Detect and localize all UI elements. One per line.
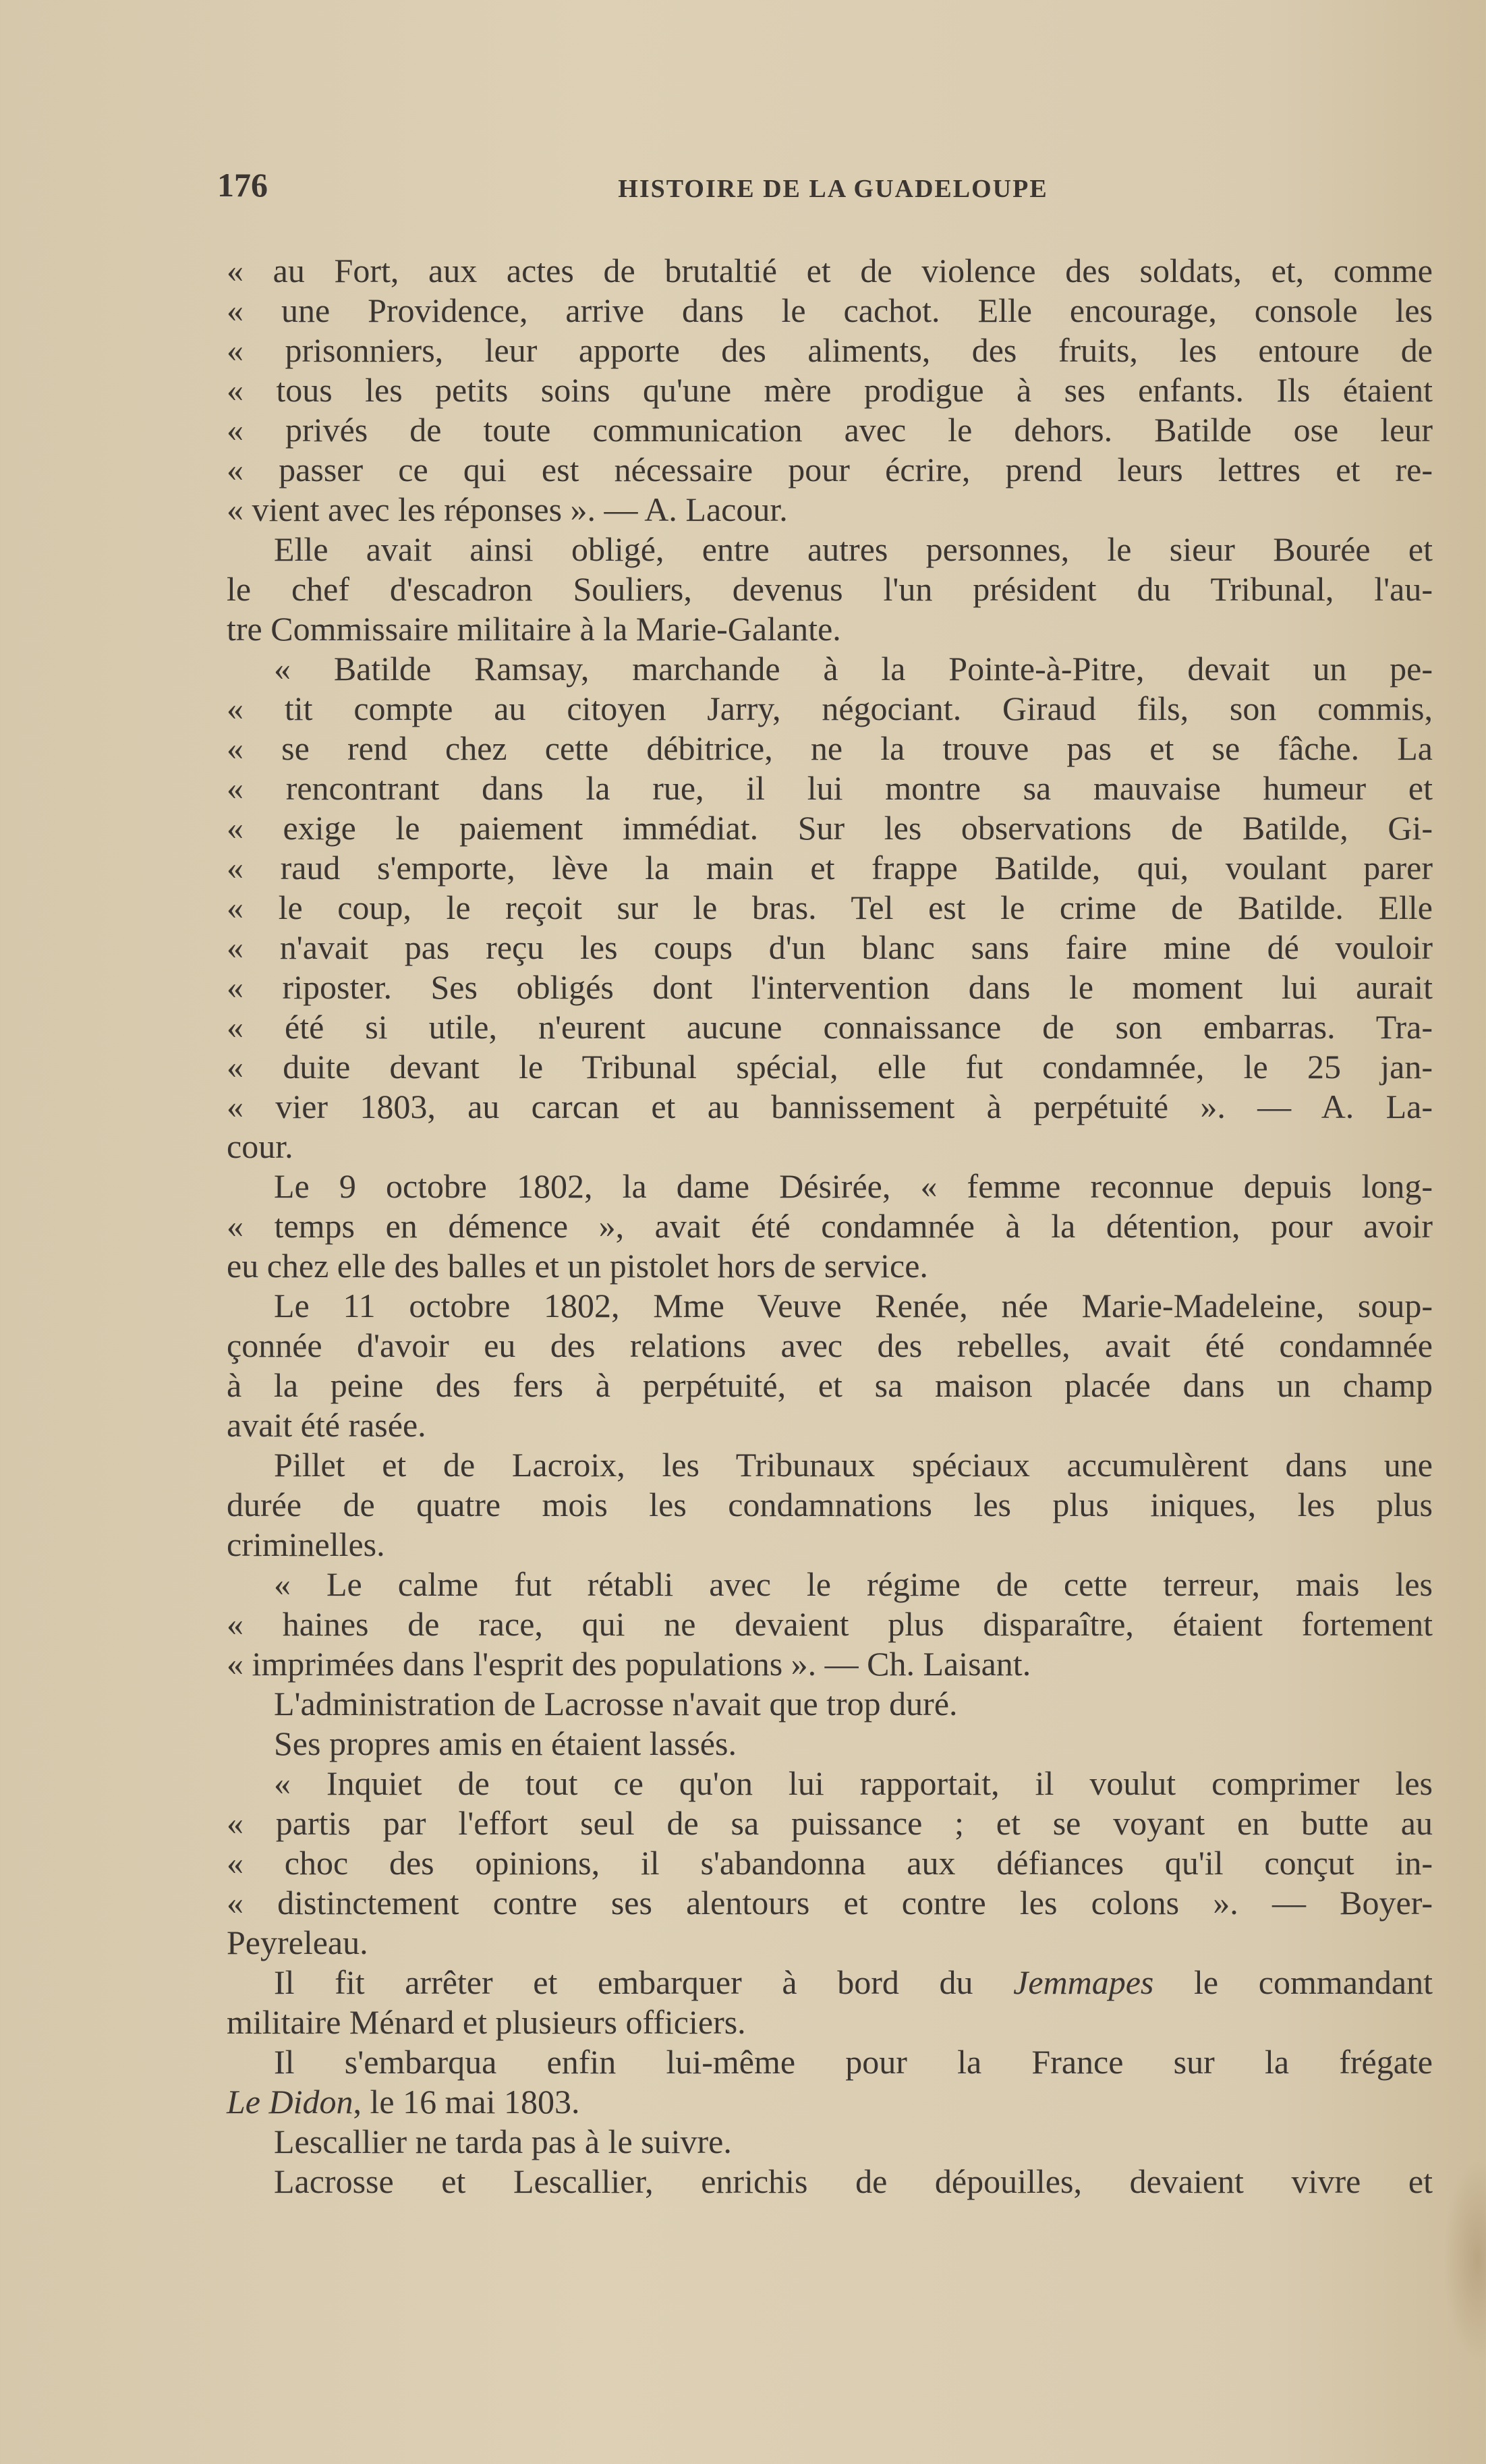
text-line [227, 2003, 1433, 2042]
text-segment: « vier 1803, au carcan et au bannissement à perpétuité ». — A. La- [227, 1088, 1433, 1125]
text-segment: criminelles. [227, 1525, 385, 1563]
text-line [227, 1883, 1433, 1923]
text-segment: « passer ce qui est nécessaire pour écrire, prend leurs lettres et re- [227, 451, 1433, 488]
text-line [227, 1007, 1433, 1047]
text-line [227, 490, 1433, 530]
text-line [227, 1405, 1433, 1445]
text-line [227, 1167, 1433, 1206]
text-line [227, 1286, 1433, 1326]
text-segment: « partis par l'effort seul de sa puissance ; et se voyant en butte au [227, 1804, 1433, 1842]
text-line [227, 1803, 1433, 1843]
text-line [227, 1724, 1433, 1764]
text-line [227, 968, 1433, 1007]
text-line [227, 729, 1433, 768]
text-segment: Peyreleau. [227, 1924, 368, 1961]
text-line [227, 569, 1433, 609]
body-text [227, 251, 1433, 2202]
text-line [227, 1445, 1433, 1485]
text-segment: eu chez elle des balles et un pistolet hors de service. [227, 1247, 928, 1285]
text-segment: « été si utile, n'eurent aucune connaissance de son embarras. Tra- [227, 1008, 1433, 1046]
text-segment: Il fit arrêter et embarquer à bord du [274, 1963, 1014, 2001]
text-segment: çonnée d'avoir eu des relations avec des rebelles, avait été condamnée [227, 1326, 1433, 1364]
text-line [227, 370, 1433, 410]
text-segment: « tit compte au citoyen Jarry, négociant. Giraud fils, son commis, [227, 690, 1433, 727]
text-line [227, 450, 1433, 490]
text-line [227, 1565, 1433, 1604]
text-line [227, 848, 1433, 888]
text-segment: Elle avait ainsi obligé, entre autres personnes, le sieur Bourée et [274, 530, 1433, 568]
text-segment: « Le calme fut rétabli avec le régime de cette terreur, mais les [274, 1565, 1433, 1603]
text-segment: à la peine des fers à perpétuité, et sa maison placée dans un champ [227, 1366, 1433, 1404]
text-line [227, 1047, 1433, 1087]
text-segment: « vient avec les réponses ». — A. Lacour. [227, 491, 788, 528]
text-line [227, 2122, 1433, 2162]
text-segment: , le 16 mai 1803. [353, 2083, 580, 2121]
text-segment: « temps en démence », avait été condamnée à la détention, pour avoir [227, 1207, 1433, 1245]
text-line [227, 1923, 1433, 1963]
text-segment: Le Didon [227, 2083, 353, 2121]
page-number: 176 [217, 166, 268, 204]
text-line [227, 530, 1433, 569]
text-line [227, 609, 1433, 649]
text-line [227, 1764, 1433, 1803]
text-line [227, 1087, 1433, 1127]
text-segment: « au Fort, aux actes de brutaltié et de violence des soldats, et, comme [227, 252, 1433, 289]
text-segment: le chef d'escadron Souliers, devenus l'un président du Tribunal, l'au- [227, 570, 1433, 608]
text-segment: « Batilde Ramsay, marchande à la Pointe-à-Pitre, devait un pe- [274, 650, 1433, 688]
text-segment: « prisonniers, leur apporte des aliments, des fruits, les entoure de [227, 331, 1433, 369]
text-line [227, 649, 1433, 689]
text-segment: « tous les petits soins qu'une mère prodigue à ses enfants. Ils étaient [227, 371, 1433, 409]
text-segment: Lacrosse et Lescallier, enrichis de dépouilles, devaient vivre et [274, 2162, 1433, 2200]
text-line [227, 1366, 1433, 1405]
text-line [227, 1485, 1433, 1525]
text-segment: le commandant [1153, 1963, 1433, 2001]
text-line [227, 1963, 1433, 2003]
text-segment: « privés de toute communication avec le dehors. Batilde ose leur [227, 411, 1433, 449]
text-line [227, 1326, 1433, 1366]
paper-stain [1444, 2159, 1486, 2361]
text-segment: avait été rasée. [227, 1406, 426, 1444]
text-line [227, 1684, 1433, 1724]
text-segment: « n'avait pas reçu les coups d'un blanc sans faire mine dé vouloir [227, 928, 1433, 966]
text-line [227, 1206, 1433, 1246]
text-line [227, 928, 1433, 968]
text-segment: L'administration de Lacrosse n'avait que trop duré. [274, 1685, 958, 1723]
text-segment: « choc des opinions, il s'abandonna aux défiances qu'il conçut in- [227, 1844, 1433, 1882]
text-segment: Pillet et de Lacroix, les Tribunaux spéciaux accumulèrent dans une [274, 1446, 1433, 1484]
text-line [227, 1604, 1433, 1644]
text-segment: durée de quatre mois les condamnations les plus iniques, les plus [227, 1486, 1433, 1523]
text-line [227, 331, 1433, 370]
text-segment: Lescallier ne tarda pas à le suivre. [274, 2123, 732, 2160]
text-segment: cour. [227, 1127, 293, 1165]
text-line [227, 1843, 1433, 1883]
text-segment: « imprimées dans l'esprit des populations ». — Ch. Laisant. [227, 1645, 1031, 1683]
text-line [227, 291, 1433, 331]
text-line [227, 2042, 1433, 2082]
text-segment: « distinctement contre ses alentours et contre les colons ». — Boyer- [227, 1884, 1433, 1922]
text-line [227, 410, 1433, 450]
text-line [227, 1525, 1433, 1565]
text-line [227, 1127, 1433, 1167]
text-segment: « riposter. Ses obligés dont l'intervention dans le moment lui aurait [227, 968, 1433, 1006]
text-segment: « duite devant le Tribunal spécial, elle fut condamnée, le 25 jan- [227, 1048, 1433, 1086]
text-line [227, 689, 1433, 729]
text-segment: Le 9 octobre 1802, la dame Désirée, « femme reconnue depuis long- [274, 1167, 1433, 1205]
text-segment: tre Commissaire militaire à la Marie-Galante. [227, 610, 841, 648]
text-segment: « haines de race, qui ne devaient plus disparaître, étaient fortement [227, 1605, 1433, 1643]
text-segment: Ses propres amis en étaient lassés. [274, 1725, 737, 1762]
text-line [227, 2082, 1433, 2122]
text-segment: « une Providence, arrive dans le cachot. Elle encourage, console les [227, 291, 1433, 329]
text-segment: « raud s'emporte, lève la main et frappe Batilde, qui, voulant parer [227, 849, 1433, 887]
running-title: HISTOIRE DE LA GUADELOUPE [618, 175, 1048, 203]
text-line [227, 1644, 1433, 1684]
text-segment: Il s'embarqua enfin lui-même pour la France sur la frégate [274, 2043, 1433, 2081]
text-segment: « se rend chez cette débitrice, ne la trouve pas et se fâche. La [227, 729, 1433, 767]
text-segment: Jemmapes [1013, 1963, 1154, 2001]
text-line [227, 251, 1433, 291]
text-line [227, 768, 1433, 808]
text-segment: « rencontrant dans la rue, il lui montre sa mauvaise humeur et [227, 769, 1433, 807]
text-line [227, 888, 1433, 928]
text-line [227, 2162, 1433, 2202]
text-segment: « le coup, le reçoit sur le bras. Tel est le crime de Batilde. Elle [227, 889, 1433, 926]
text-segment: Le 11 octobre 1802, Mme Veuve Renée, née Marie-Madeleine, soup- [274, 1287, 1433, 1324]
text-segment: « Inquiet de tout ce qu'on lui rapportait, il voulut comprimer les [274, 1764, 1433, 1802]
text-segment: militaire Ménard et plusieurs officiers. [227, 2003, 746, 2041]
text-line [227, 808, 1433, 848]
text-line [227, 1246, 1433, 1286]
text-segment: « exige le paiement immédiat. Sur les observations de Batilde, Gi- [227, 809, 1433, 847]
